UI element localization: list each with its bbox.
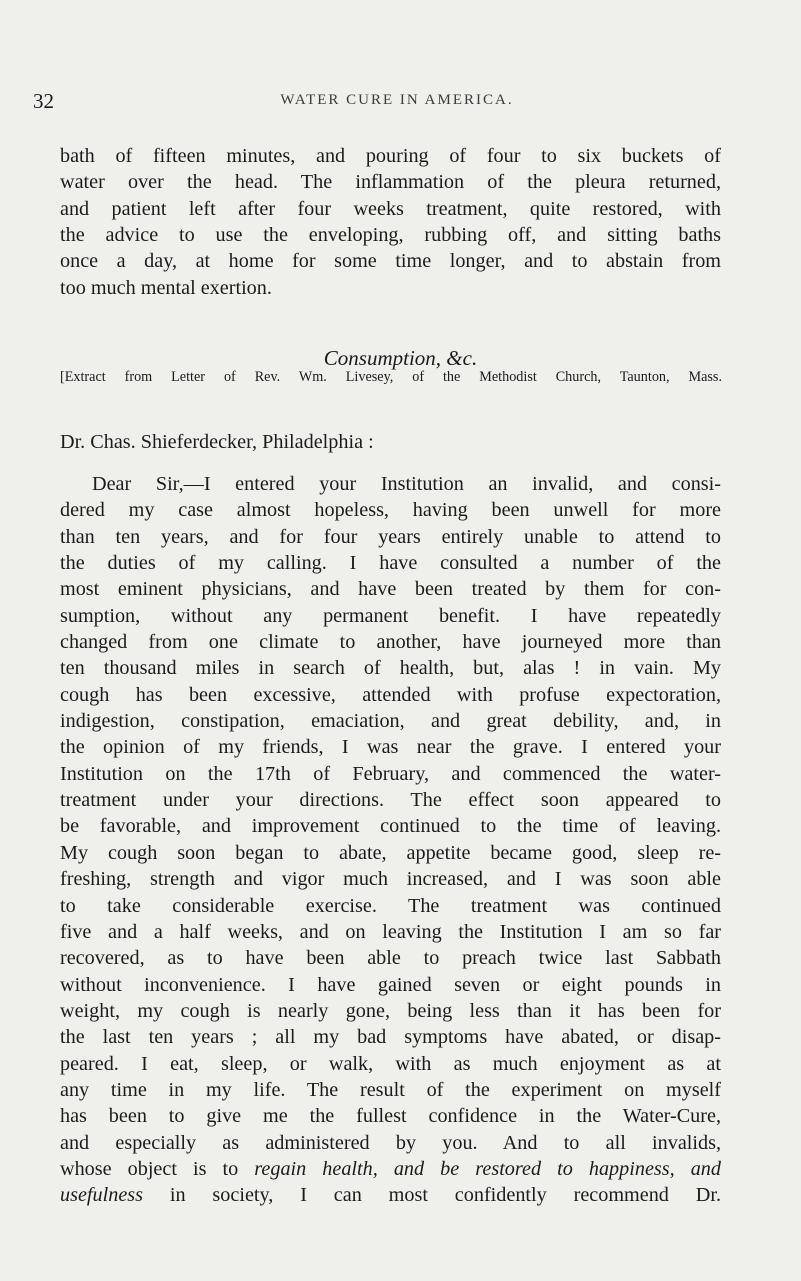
text-line: has been to give me the fullest confidence in the Water-Cure, <box>60 1105 721 1128</box>
text-line: once a day, at home for some time longer, and to abstain from <box>60 250 721 273</box>
text-line: peared. I eat, sleep, or walk, with as much enjoyment as at <box>60 1052 721 1075</box>
text-line: too much mental exertion. <box>60 276 272 299</box>
text-line: be favorable, and improvement continued to the time of leaving. <box>60 815 721 838</box>
text-line: and especially as administered by you. And to all invalids, <box>60 1131 721 1154</box>
text-line: five and a half weeks, and on leaving the Institution I am so far <box>60 920 721 943</box>
extract-note: [Extract from Letter of Rev. Wm. Livesey, of the Methodist Church, Taunton, Mass. <box>60 369 722 385</box>
text-line: ten thousand miles in search of health, but, alas ! in vain. My <box>60 657 721 680</box>
text-line: cough has been excessive, attended with profuse expectoration, <box>60 683 721 706</box>
text-line: the advice to use the enveloping, rubbing off, and sitting baths <box>60 224 721 247</box>
text-line: the duties of my calling. I have consulted a number of the <box>60 552 721 575</box>
text-run: in society, I can most confidently recommend Dr. <box>143 1184 721 1207</box>
text-line: treatment under your directions. The effect soon appeared to <box>60 789 721 812</box>
section-heading: Consumption, &c. <box>323 346 478 370</box>
text-line <box>60 1182 721 1208</box>
text-line: My cough soon began to abate, appetite became good, sleep re- <box>60 841 721 864</box>
text-line: the last ten years ; all my bad symptoms have abated, or disap- <box>60 1026 721 1049</box>
italic-run: usefulness <box>60 1184 143 1207</box>
text-line: freshing, strength and vigor much increased, and I was soon able <box>60 868 721 891</box>
text-line: weight, my cough is nearly gone, being less than it has been for <box>60 999 721 1022</box>
text-line: the opinion of my friends, I was near the grave. I entered your <box>60 736 721 759</box>
text-line: water over the head. The inflammation of the pleura returned, <box>60 171 721 194</box>
text-line: changed from one climate to another, have journeyed more than <box>60 631 721 654</box>
text-line: to take considerable exercise. The treatment was continued <box>60 894 721 917</box>
text-line: any time in my life. The result of the experiment on myself <box>60 1078 721 1101</box>
italic-run: regain health, and be restored to happiness, and <box>254 1157 721 1180</box>
page-number: 32 <box>33 89 54 113</box>
running-head <box>33 89 761 113</box>
text-line: most eminent physicians, and have been treated by them for con- <box>60 578 721 601</box>
text-line: without inconvenience. I have gained seven or eight pounds in <box>60 973 721 996</box>
text-line: bath of fifteen minutes, and pouring of four to six buckets of <box>60 145 721 167</box>
text-line: sumption, without any permanent benefit. I have repeatedly <box>60 604 721 627</box>
text-line <box>60 1156 721 1182</box>
text-line: and patient left after four weeks treatment, quite restored, with <box>60 197 721 220</box>
text-run: whose object is to <box>60 1157 255 1180</box>
text-line: recovered, as to have been able to preach twice last Sabbath <box>60 947 721 970</box>
text-line: Institution on the 17th of February, and commenced the water- <box>60 762 721 785</box>
text-line: dered my case almost hopeless, having been unwell for more <box>60 499 721 522</box>
running-title: WATER CURE IN AMERICA. <box>280 92 514 108</box>
opening-paragraph <box>60 143 721 301</box>
text-line: than ten years, and for four years entirely unable to attend to <box>60 525 721 548</box>
letter-body <box>60 471 721 1209</box>
text-line: Dear Sir,—I entered your Institution an invalid, and consi- <box>92 473 721 495</box>
salutation: Dr. Chas. Shieferdecker, Philadelphia : <box>60 431 374 453</box>
text-line: indigestion, constipation, emaciation, and great debility, and, in <box>60 710 721 733</box>
